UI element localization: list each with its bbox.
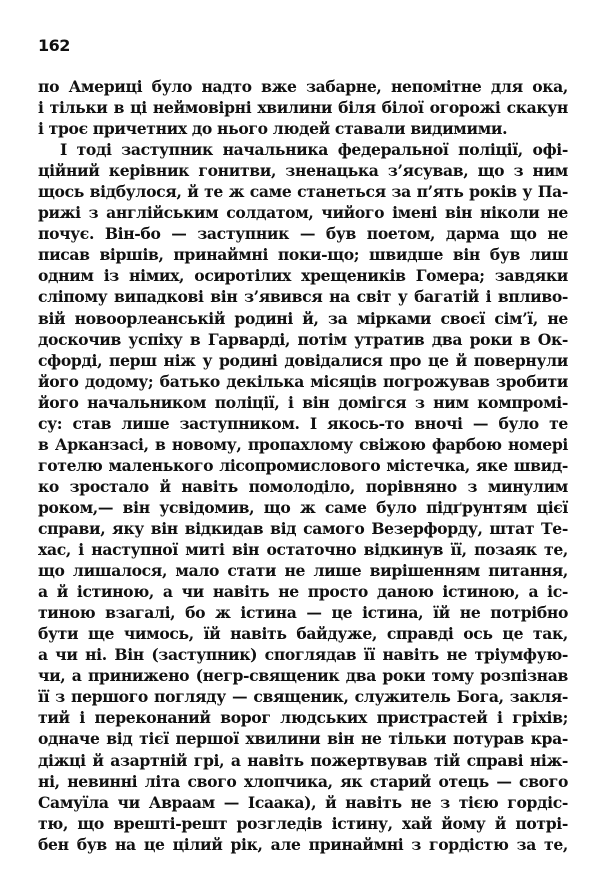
text-line: ко зростало й навіть помолоділо, порівняно з минулим [38,476,568,496]
text-line: тиною взагалі, бо ж істина — це істина, їй не потрібно [38,603,568,623]
text-line: в Арканзасі, в новому, пропахлому свіжою фарбою номері [38,434,568,454]
text-line: ні, невинні літа свого хлопчика, як старий отець — свого [38,771,568,791]
text-line: одначе від тієї першої хвилини він не тільки потурав кра- [38,729,568,749]
text-line: готелю маленького лісопромислового містечка, яке швид- [38,455,568,475]
text-line: справи, яку він відкидав від самого Везерфорду, штат Те- [38,518,568,538]
text-line: її з першого погляду — священик, служитель Бога, закля- [38,687,568,707]
text-line: ційний керівник гонитви, зненацька з’ясував, що з ним [38,161,568,181]
text-line: писав віршів, принаймні поки-що; швидше він був лиш [38,245,568,265]
text-line: бути ще чимось, їй навіть байдуже, справді ось це так, [38,624,568,644]
text-line: і троє причетних до нього людей ставали видимими. [38,119,508,139]
text-line: щось відбулося, й те ж саме станеться за п’ять років у Па- [38,182,568,202]
text-line: по Америці було надто вже забарне, непомітне для ока, [38,77,568,96]
text-line: вій новоорлеанській родині й, за мірками своєї сім’ї, не [38,308,568,328]
body-text [38,76,568,855]
text-line: І тоді заступник начальника федеральної поліції, офі- [60,140,568,160]
text-line: чи, а принижено (негр-священик два роки тому розпізнав [38,666,568,686]
text-line: а чи ні. Він (заступник) споглядав її навіть не тріумфую- [38,645,568,665]
text-line: його начальником поліції, і він домігся з ним компромі- [38,392,568,412]
text-line: сфорді, перш ніж у родині довідалися про це й повернули [38,350,568,370]
text-line: су: став лише заступником. І якось-то вночі — було те [38,413,568,433]
text-line: бен був на це цілий рік, але принаймні з гордістю за те, [38,834,568,854]
text-line: діжці й азартній грі, а навіть пожертвував тій справі ніж- [38,750,568,770]
text-line: одним із німих, осиротілих хрещеників Гомера; завдяки [38,266,568,286]
text-line: сліпому випадкові він з’явився на світ у багатій і впливо- [38,287,568,307]
text-line: тю, що врешті-решт розгледів істину, хай йому й потрі- [38,813,568,833]
text-line: і тільки в ці неймовірні хвилини біля білої огорожі скакун [38,98,568,118]
text-line: хас, і наступної миті він остаточно відкинув її, позаяк те, [38,540,568,560]
text-line: його додому; батько декілька місяців погрожував зробити [38,371,568,391]
text-line: Самуїла чи Авраам — Ісаака), й навіть не з тією гордіс- [38,792,568,812]
text-line: рижі з англійським солдатом, чийого імені він ніколи не [38,203,568,223]
text-line: тий і переконаний ворог людських пристрастей і гріхів; [38,708,568,728]
text-line: роком,— він усвідомив, що ж саме було підґрунтям цієї [38,497,568,517]
text-line: що лишалося, мало стати не лише вирішенням питання, [38,561,568,581]
text-line: а й істиною, а чи навіть не просто даною істиною, а іс- [38,582,568,602]
text-line: доскочив успіху в Гарварді, потім утратив два роки в Ок- [38,329,568,349]
page-number: 162 [38,36,70,55]
text-line: почує. Він-бо — заступник — був поетом, дарма що не [38,224,568,244]
